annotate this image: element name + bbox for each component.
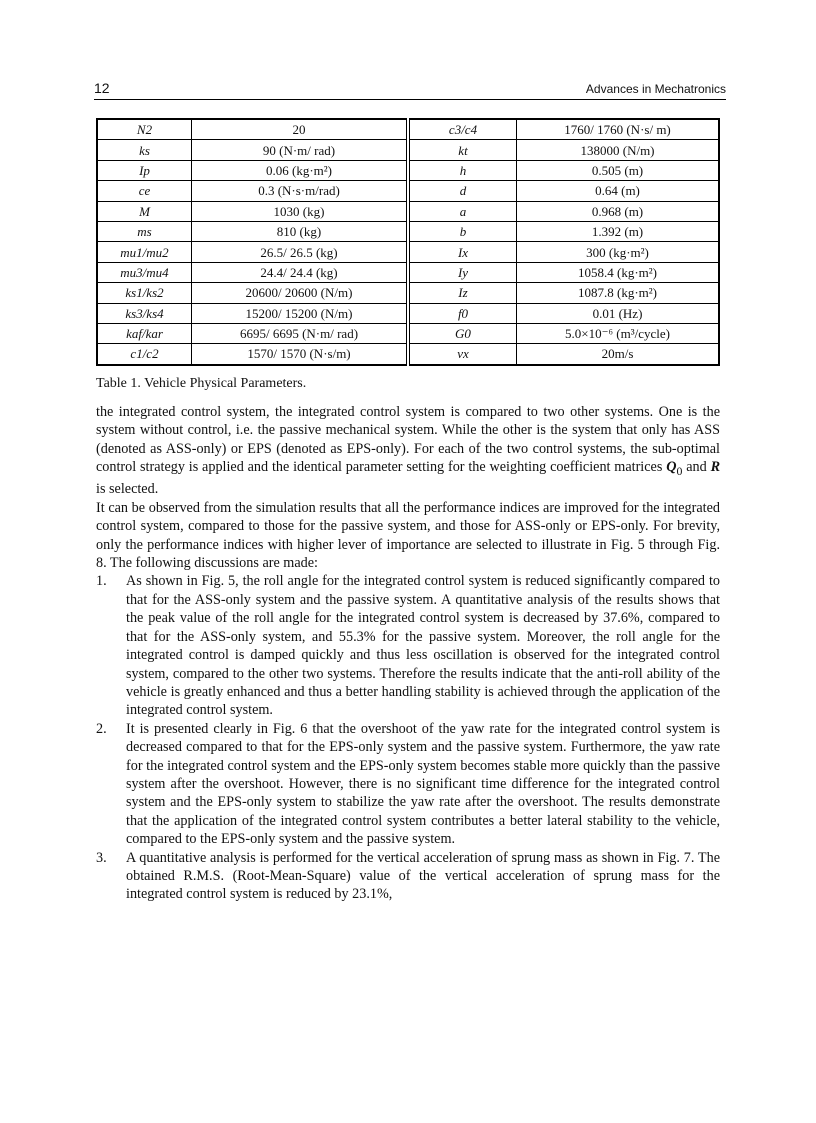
page-number: 12 bbox=[94, 80, 110, 96]
matrix-r: R bbox=[710, 459, 721, 476]
parameter-symbol-cell: ms bbox=[97, 221, 192, 241]
parameter-symbol-cell: ks1/ks2 bbox=[97, 283, 192, 303]
list-item-number: 3. bbox=[96, 849, 107, 866]
parameter-symbol-cell: ce bbox=[97, 181, 192, 201]
parameter-symbol-cell: c1/c2 bbox=[97, 344, 192, 365]
list-item-text: It is presented clearly in Fig. 6 that the overshoot of the yaw rate for the integrated control system is decreased compared to that for the EPS-only system and the passive system. Furthermore, the yaw rate for the integrated control system and the EPS-only system becomes stable more quickly than the passive system after the overshoot. However, there is no significant time difference for the integrated control system and the EPS-only system to stabilize the yaw rate after the overshoot. The results demonstrate that the application of the integrated control system contributes a better lateral stability to the vehicle, compared to the EPS-only system and the passive system. bbox=[126, 720, 720, 848]
parameter-value-cell: 26.5/ 26.5 (kg) bbox=[192, 242, 409, 262]
parameter-value-cell: 0.3 (N·s·m/rad) bbox=[192, 181, 409, 201]
parameter-value-cell: 20m/s bbox=[517, 344, 720, 365]
parameter-symbol-cell: M bbox=[97, 201, 192, 221]
table-row bbox=[97, 201, 719, 221]
parameter-symbol-cell: Ix bbox=[408, 242, 517, 262]
list-item-number: 2. bbox=[96, 720, 107, 737]
parameter-symbol-cell: kt bbox=[408, 140, 517, 160]
parameters-table-wrapper bbox=[96, 118, 720, 366]
paragraph-1-end: is selected. bbox=[96, 481, 159, 498]
list-item-number: 1. bbox=[96, 573, 107, 590]
matrix-q-subscript: 0 bbox=[676, 464, 683, 479]
discussion-list bbox=[96, 572, 720, 903]
table-row bbox=[97, 344, 719, 365]
parameter-value-cell: 20600/ 20600 (N/m) bbox=[192, 283, 409, 303]
parameter-value-cell: 0.505 (m) bbox=[517, 160, 720, 180]
list-item bbox=[96, 720, 720, 849]
parameter-value-cell: 1030 (kg) bbox=[192, 201, 409, 221]
parameter-value-cell: 5.0×10⁻⁶ (m³/cycle) bbox=[517, 323, 720, 343]
parameter-symbol-cell: Iy bbox=[408, 262, 517, 282]
parameter-value-cell: 20 bbox=[192, 119, 409, 140]
parameter-value-cell: 1570/ 1570 (N·s/m) bbox=[192, 344, 409, 365]
matrix-q: Q bbox=[666, 459, 677, 476]
body-text bbox=[96, 403, 720, 904]
parameter-symbol-cell: mu3/mu4 bbox=[97, 262, 192, 282]
parameter-symbol-cell: ks3/ks4 bbox=[97, 303, 192, 323]
vehicle-parameters-table bbox=[96, 118, 720, 366]
parameter-value-cell: 15200/ 15200 (N/m) bbox=[192, 303, 409, 323]
list-item-text: A quantitative analysis is performed for the vertical acceleration of sprung mass as shown in Fig. 7. The obtained R.M.S. (Root-Mean-Square) value of the vertical acceleration of sprung mass for the integrated control system is reduced by 23.1%, bbox=[126, 849, 720, 903]
parameter-symbol-cell: d bbox=[408, 181, 517, 201]
header-rule bbox=[94, 99, 726, 100]
parameter-symbol-cell: vx bbox=[408, 344, 517, 365]
paragraph-1 bbox=[96, 403, 720, 499]
table-caption: Table 1. Vehicle Physical Parameters. bbox=[96, 376, 307, 391]
parameter-value-cell: 24.4/ 24.4 (kg) bbox=[192, 262, 409, 282]
parameter-value-cell: 300 (kg·m²) bbox=[517, 242, 720, 262]
table-row bbox=[97, 119, 719, 140]
table-row bbox=[97, 160, 719, 180]
table-row bbox=[97, 283, 719, 303]
parameter-symbol-cell: ks bbox=[97, 140, 192, 160]
table-row bbox=[97, 323, 719, 343]
parameter-value-cell: 0.968 (m) bbox=[517, 201, 720, 221]
parameter-value-cell: 0.64 (m) bbox=[517, 181, 720, 201]
table-row bbox=[97, 303, 719, 323]
list-item bbox=[96, 849, 720, 904]
parameter-symbol-cell: G0 bbox=[408, 323, 517, 343]
parameter-symbol-cell: a bbox=[408, 201, 517, 221]
parameter-symbol-cell: h bbox=[408, 160, 517, 180]
parameter-value-cell: 810 (kg) bbox=[192, 221, 409, 241]
parameter-symbol-cell: Ip bbox=[97, 160, 192, 180]
parameter-value-cell: 1.392 (m) bbox=[517, 221, 720, 241]
parameter-symbol-cell: N2 bbox=[97, 119, 192, 140]
parameter-value-cell: 0.06 (kg·m²) bbox=[192, 160, 409, 180]
parameter-symbol-cell: c3/c4 bbox=[408, 119, 517, 140]
word-and: and bbox=[686, 459, 707, 476]
parameter-value-cell: 1058.4 (kg·m²) bbox=[517, 262, 720, 282]
list-item bbox=[96, 572, 720, 719]
parameter-value-cell: 138000 (N/m) bbox=[517, 140, 720, 160]
table-row bbox=[97, 181, 719, 201]
parameter-value-cell: 1760/ 1760 (N·s/ m) bbox=[517, 119, 720, 140]
table-row bbox=[97, 242, 719, 262]
parameter-symbol-cell: Iz bbox=[408, 283, 517, 303]
parameter-value-cell: 0.01 (Hz) bbox=[517, 303, 720, 323]
parameter-value-cell: 1087.8 (kg·m²) bbox=[517, 283, 720, 303]
table-row bbox=[97, 140, 719, 160]
paragraph-1-text: the integrated control system, the integrated control system is compared to two other systems. One is the system without control, i.e. the passive mechanical system. While the other is the system that only has ASS (denoted as ASS-only) or EPS (denoted as EPS-only). For each of the two control systems, the sub-optimal control strategy is applied and the identical parameter setting for the weighting coefficient matrices bbox=[96, 404, 720, 476]
parameter-symbol-cell: b bbox=[408, 221, 517, 241]
parameter-symbol-cell: mu1/mu2 bbox=[97, 242, 192, 262]
parameter-value-cell: 6695/ 6695 (N·m/ rad) bbox=[192, 323, 409, 343]
paragraph-2: It can be observed from the simulation results that all the performance indices are improved for the integrated control system, compared to those for the passive system, and those for ASS-only or EPS-only. For brevity, only the performance indices with higher lever of importance are selected to illustrate in Fig. 5 through Fig. 8. The following discussions are made: bbox=[96, 499, 720, 572]
parameter-symbol-cell: kaf/kar bbox=[97, 323, 192, 343]
running-title: Advances in Mechatronics bbox=[585, 82, 726, 96]
table-row bbox=[97, 262, 719, 282]
table-row bbox=[97, 221, 719, 241]
parameter-symbol-cell: f0 bbox=[408, 303, 517, 323]
parameter-value-cell: 90 (N·m/ rad) bbox=[192, 140, 409, 160]
list-item-text: As shown in Fig. 5, the roll angle for the integrated control system is reduced significantly compared to that for the ASS-only system and the passive system. A quantitative analysis of the results shows that the peak value of the roll angle for the integrated control system is decreased by 37.6%, compared to that for the ASS-only system, and 55.3% for the passive system. Moreover, the roll angle for the integrated control is damped quickly and thus less oscillation is observed for the integrated control system, compared to the other two systems. Therefore the results indicate that the anti-roll ability of the vehicle is greatly enhanced and thus a better handling stability is achieved through the application of the integrated control system. bbox=[126, 573, 720, 719]
